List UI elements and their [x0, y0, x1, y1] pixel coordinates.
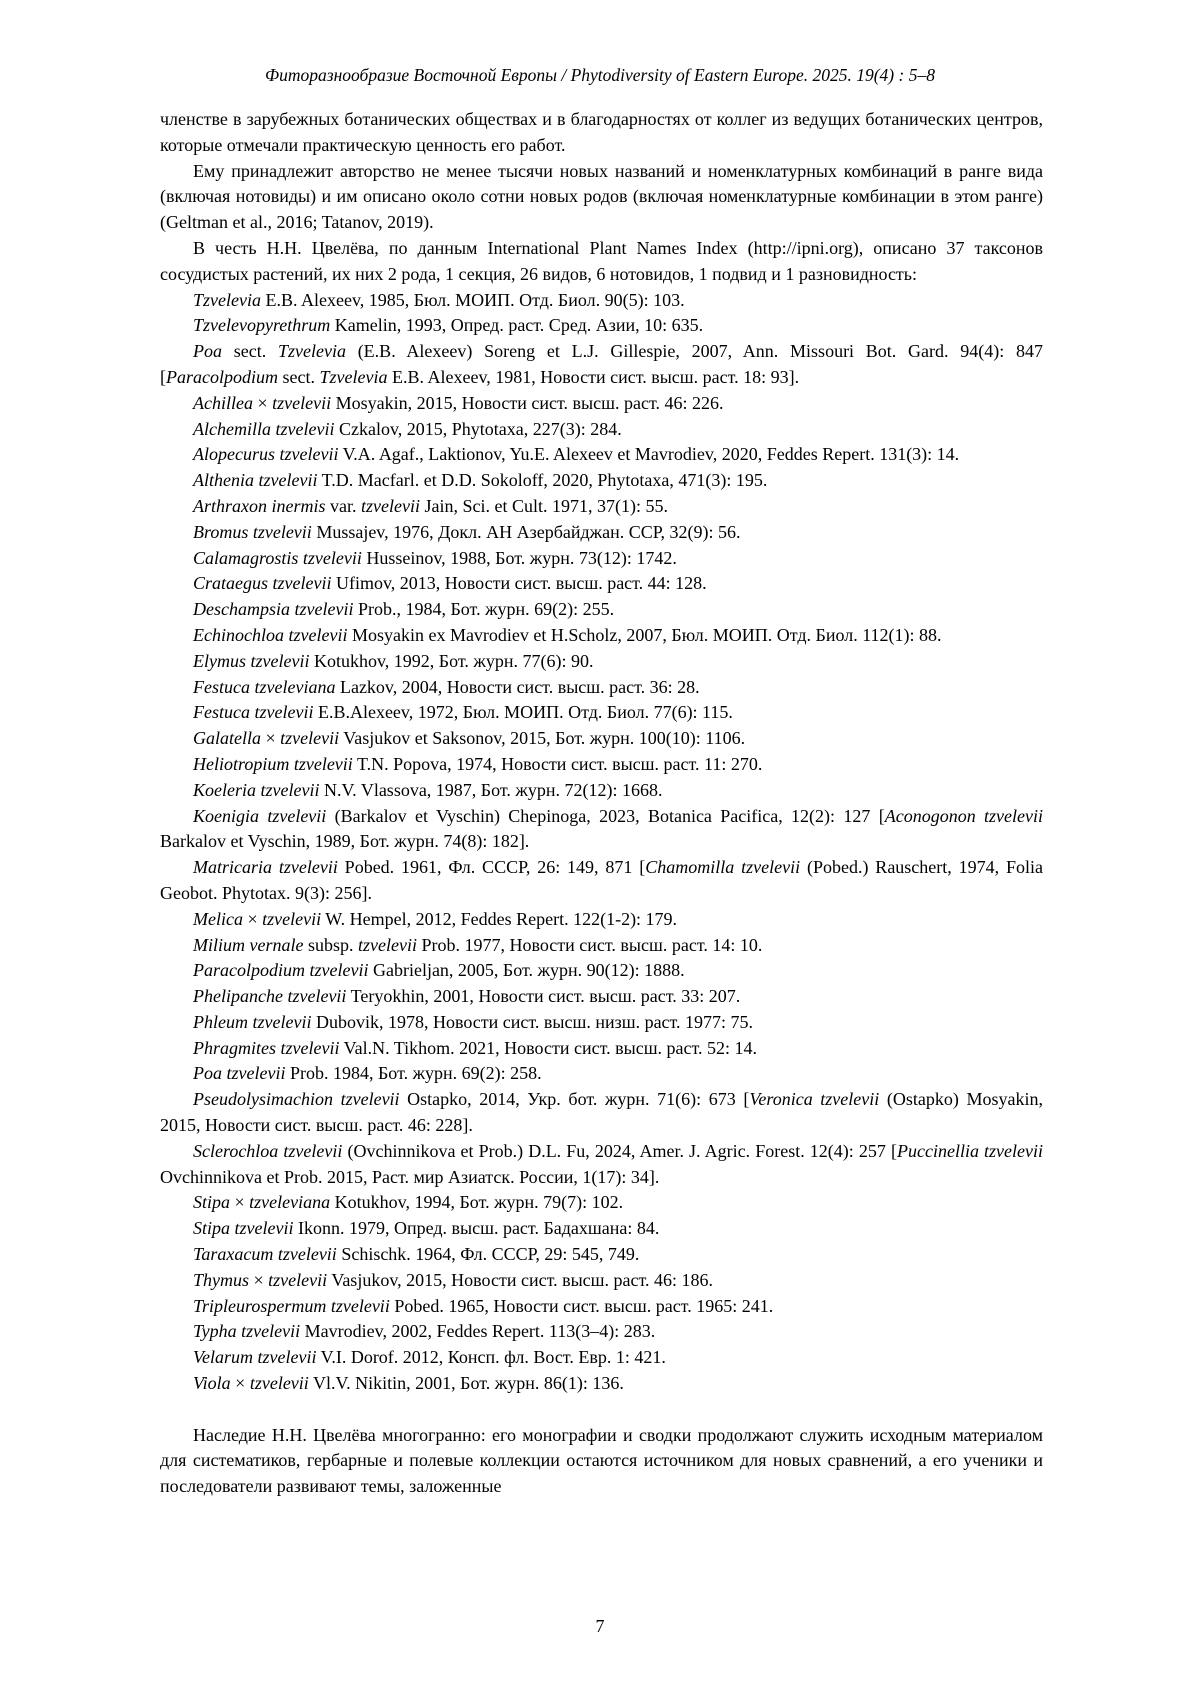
taxon-name: Phragmites tzvelevii	[193, 1037, 340, 1058]
taxon-citation: Mavrodiev, 2002, Feddes Repert. 113(3–4): 283.	[300, 1321, 656, 1342]
taxon-citation: Jain, Sci. et Cult. 1971, 37(1): 55.	[419, 495, 668, 516]
taxon-entry	[160, 597, 1043, 623]
taxon-entry	[160, 546, 1043, 572]
taxon-citation: V.I. Dorof. 2012, Консп. фл. Вост. Евр. 1: 421.	[316, 1347, 666, 1368]
taxon-citation: E.B. Alexeev, 1985, Бюл. МОИП. Отд. Биол. 90(5): 103.	[260, 289, 685, 310]
taxon-name: Tzvelevia	[193, 289, 261, 310]
taxon-entry	[160, 288, 1043, 314]
taxon-name: Veronica tzvelevii	[749, 1089, 880, 1110]
taxon-name: Phleum tzvelevii	[193, 1011, 312, 1032]
taxon-entry	[160, 804, 1043, 856]
body-paragraph-continued: членстве в зарубежных ботанических обществах и в благодарностях от коллег из ведущих ботанических центров, которые отмечали практическую ценность его работ.	[160, 109, 1043, 155]
taxon-name: tzvelevii	[262, 908, 322, 929]
taxon-name: Deschampsia tzvelevii	[193, 599, 354, 620]
taxon-entry	[160, 752, 1043, 778]
taxon-entry	[160, 855, 1043, 907]
taxon-entry	[160, 1061, 1043, 1087]
body-paragraph-ipni-summary: В честь Н.Н. Цвелёва, по данным International Plant Names Index (http://ipni.org), описано 37 таксонов сосудистых растений, их них 2 рода, 1 секция, 26 видов, 6 нотовидов, 1 подвид и 1 разновидность:	[160, 237, 1043, 284]
taxon-citation: Prob., 1984, Бот. журн. 69(2): 255.	[353, 599, 615, 620]
taxon-name: Typha tzvelevii	[193, 1321, 301, 1342]
taxon-citation: Mussajev, 1976, Докл. АН Азербайджан. ССР, 32(9): 56.	[311, 521, 741, 542]
taxon-entry	[160, 417, 1043, 443]
taxon-citation: ×	[230, 1373, 250, 1394]
taxon-entry	[160, 1190, 1043, 1216]
taxon-name: Koenigia tzvelevii	[193, 805, 327, 826]
taxon-citation: Ikonn. 1979, Опред. высш. раст. Бадахшана: 84.	[293, 1218, 660, 1239]
taxon-citation: V.A. Agaf., Laktionov, Yu.E. Alexeev et Mavrodiev, 2020, Feddes Repert. 131(3): 14.	[338, 444, 960, 465]
taxon-name: tzvelevii	[268, 1269, 328, 1290]
taxon-name: Matricaria tzvelevii	[193, 857, 338, 878]
taxon-citation: Teryokhin, 2001, Новости сист. высш. раст. 33: 207.	[346, 986, 741, 1007]
taxon-entry	[160, 313, 1043, 339]
page-number: 7	[595, 1616, 605, 1636]
taxon-name: Tzvelevopyrethrum	[193, 315, 331, 336]
taxon-citation: Prob. 1984, Бот. журн. 69(2): 258.	[285, 1063, 542, 1084]
taxon-name: tzvelevii	[249, 1373, 309, 1394]
taxon-entry	[160, 1371, 1043, 1397]
taxon-entry	[160, 1139, 1043, 1191]
taxon-name: Taraxacum tzvelevii	[193, 1244, 337, 1265]
taxon-citation: (Pobed.) Rauschert, 1974, Folia Geobot. Phytotax. 9(3): 256].	[160, 857, 1043, 903]
taxon-entry	[160, 778, 1043, 804]
taxon-citation: E.B.Alexeev, 1972, Бюл. МОИП. Отд. Биол. 77(6): 115.	[313, 702, 733, 723]
taxon-name: Poa tzvelevii	[193, 1063, 286, 1084]
taxon-name: Viola	[193, 1373, 231, 1394]
taxon-name: Phelipanche tzvelevii	[193, 986, 347, 1007]
taxon-name: Paracolpodium	[166, 366, 278, 387]
taxon-entry	[160, 649, 1043, 675]
taxon-name: Heliotropium tzvelevii	[193, 753, 353, 774]
taxon-name: Stipa tzvelevii	[193, 1218, 294, 1239]
taxon-citation: sect.	[222, 341, 278, 362]
taxon-citation: ×	[261, 728, 281, 749]
taxon-name: Puccinellia tzvelevii	[896, 1140, 1044, 1161]
taxon-citation: E.B. Alexeev, 1981, Новости сист. высш. раст. 18: 93].	[387, 366, 800, 387]
body-paragraph-authorship: Ему принадлежит авторство не менее тысячи новых названий и номенклатурных комбинаций в ранге вида (включая нотовиды) и им описано около сотни новых родов (включая номенклатурные комбинации в этом ранге) (Geltman et al., 2016; Tatanov, 2019).	[160, 160, 1043, 233]
taxon-name: Stipa	[193, 1192, 231, 1213]
taxon-entry	[160, 520, 1043, 546]
taxon-entry	[160, 1345, 1043, 1371]
taxon-citation: ×	[230, 1192, 250, 1213]
taxon-citation: ×	[242, 908, 263, 929]
taxon-entry	[160, 468, 1043, 494]
taxon-citation: Pobed. 1965, Новости сист. высш. раст. 1965: 241.	[389, 1295, 774, 1316]
taxon-name: Bromus tzvelevii	[193, 521, 312, 542]
taxon-citation: ×	[249, 1269, 269, 1290]
taxon-name: Paracolpodium tzvelevii	[193, 960, 369, 981]
taxon-citation: Schischk. 1964, Фл. СССР, 29: 545, 749.	[336, 1244, 640, 1265]
taxon-entry	[160, 933, 1043, 959]
taxon-name: Chamomilla tzvelevii	[645, 857, 801, 878]
taxon-entry	[160, 726, 1043, 752]
taxon-citation: Gabrieljan, 2005, Бот. журн. 90(12): 1888.	[368, 960, 685, 981]
taxon-name: Pseudolysimachion tzvelevii	[193, 1089, 400, 1110]
taxon-entry	[160, 1294, 1043, 1320]
taxon-entry	[160, 958, 1043, 984]
taxon-citation: Vasjukov, 2015, Новости сист. высш. раст. 46: 186.	[327, 1269, 714, 1290]
taxon-citation: Kotukhov, 1994, Бот. журн. 79(7): 102.	[330, 1192, 624, 1213]
taxon-name: Alchemilla tzvelevii	[193, 418, 335, 439]
page-body	[160, 107, 1043, 1500]
taxon-citation: Mosyakin, 2015, Новости сист. высш. раст. 46: 226.	[331, 392, 724, 413]
taxon-name: Tripleurospermum tzvelevii	[193, 1295, 390, 1316]
taxon-citation: (E.B. Alexeev) Soreng et L.J. Gillespie, 2007, Ann. Missouri Bot. Gard. 94(4): 847 [	[160, 341, 1043, 387]
taxon-entry	[160, 494, 1043, 520]
taxon-citation: Prob. 1977, Новости сист. высш. раст. 14: 10.	[416, 934, 763, 955]
taxon-citation: T.D. Macfarl. et D.D. Sokoloff, 2020, Phytotaxa, 471(3): 195.	[317, 470, 768, 491]
taxon-citation: Ufimov, 2013, Новости сист. высш. раст. 44: 128.	[331, 573, 707, 594]
taxon-entry	[160, 1242, 1043, 1268]
taxon-name: tzvelevii	[358, 934, 417, 955]
taxon-citation: Ostapko, 2014, Укр. бот. журн. 71(6): 673 [	[399, 1089, 750, 1110]
taxon-citation: Barkalov et Vyschin, 1989, Бот. журн. 74(8): 182].	[160, 831, 530, 852]
taxon-name: Festuca tzveleviana	[193, 676, 336, 697]
taxon-citation: (Ovchinnikova et Prob.) D.L. Fu, 2024, Amer. J. Agric. Forest. 12(4): 257 [	[342, 1140, 897, 1161]
taxon-citation: var.	[325, 495, 361, 516]
taxon-name: Milium vernale	[193, 934, 304, 955]
taxon-citation: Kotukhov, 1992, Бот. журн. 77(6): 90.	[309, 650, 594, 671]
taxon-citation: Kamelin, 1993, Опред. раст. Сред. Азии, 10: 635.	[330, 315, 704, 336]
taxon-name: tzvelevii	[280, 728, 340, 749]
taxon-name: Crataegus tzvelevii	[193, 573, 332, 594]
taxon-name: Sclerochloa tzvelevii	[193, 1140, 343, 1161]
taxon-citation: (Ostapko) Mosyakin, 2015, Новости сист. высш. раст. 46: 228].	[160, 1089, 1043, 1136]
taxon-name: Galatella	[193, 728, 261, 749]
taxon-citation: subsp.	[303, 934, 358, 955]
taxon-citation: Pobed. 1961, Фл. СССР, 26: 149, 871 [	[337, 857, 646, 878]
taxon-entry	[160, 675, 1043, 701]
taxon-entry	[160, 1087, 1043, 1139]
taxon-entry	[160, 623, 1043, 649]
taxon-entry	[160, 339, 1043, 391]
taxon-citation: Mosyakin ex Mavrodiev et H.Scholz, 2007, Бюл. МОИП. Отд. Биол. 112(1): 88.	[347, 624, 942, 645]
taxon-name: Elymus tzvelevii	[193, 650, 310, 671]
taxon-citation: W. Hempel, 2012, Feddes Repert. 122(1-2): 179.	[321, 908, 678, 929]
taxon-name: Arthraxon inermis	[193, 495, 326, 516]
taxon-name: tzveleviana	[249, 1192, 331, 1213]
taxon-citation: (Barkalov et Vyschin) Chepinoga, 2023, Botanica Pacifica, 12(2): 127 [	[326, 805, 885, 826]
taxon-name: Alopecurus tzvelevii	[193, 444, 339, 465]
taxon-citation: Husseinov, 1988, Бот. журн. 73(12): 1742.	[361, 547, 677, 568]
taxon-citation: T.N. Popova, 1974, Новости сист. высш. раст. 11: 270.	[352, 753, 763, 774]
taxon-name: Achillea	[193, 392, 253, 413]
taxon-entry	[160, 1036, 1043, 1062]
taxon-citation: Lazkov, 2004, Новости сист. высш. раст. 36: 28.	[335, 676, 700, 697]
taxon-citation: ×	[252, 392, 273, 413]
taxon-citation: Vasjukov et Saksonov, 2015, Бот. журн. 100(10): 1106.	[339, 728, 746, 749]
taxon-name: tzvelevii	[361, 495, 420, 516]
taxon-entry	[160, 700, 1043, 726]
taxa-list	[160, 288, 1043, 1397]
taxon-citation: N.V. Vlassova, 1987, Бот. журн. 72(12): 1668.	[319, 779, 663, 800]
taxon-citation: sect.	[278, 366, 320, 387]
taxon-entry	[160, 391, 1043, 417]
taxon-entry	[160, 1010, 1043, 1036]
taxon-entry	[160, 442, 1043, 468]
taxon-name: Tzvelevia	[319, 366, 388, 387]
taxon-entry	[160, 571, 1043, 597]
taxon-name: Koeleria tzvelevii	[193, 779, 320, 800]
taxon-entry	[160, 907, 1043, 933]
taxon-name: tzvelevii	[272, 392, 332, 413]
taxon-citation: Val.N. Tikhom. 2021, Новости сист. высш. раст. 52: 14.	[339, 1037, 758, 1058]
taxon-name: Tzvelevia	[277, 341, 346, 362]
taxon-name: Thymus	[193, 1269, 250, 1290]
taxon-name: Calamagrostis tzvelevii	[193, 547, 362, 568]
taxon-entry	[160, 984, 1043, 1010]
running-head: Фиторазнообразие Восточной Европы / Phytodiversity of Eastern Europe. 2025. 19(4) : 5–8	[265, 65, 935, 85]
taxon-name: Aconogonon tzvelevii	[884, 805, 1044, 826]
taxon-name: Velarum tzvelevii	[193, 1347, 317, 1368]
taxon-name: Althenia tzvelevii	[193, 470, 318, 491]
taxon-citation: Czkalov, 2015, Phytotaxa, 227(3): 284.	[334, 418, 622, 439]
taxon-citation: Ovchinnikova et Prob. 2015, Раст. мир Азиатск. России, 1(17): 34].	[160, 1166, 660, 1187]
taxon-entry	[160, 1319, 1043, 1345]
taxon-name: Poa	[193, 341, 222, 362]
taxon-entry	[160, 1216, 1043, 1242]
taxon-entry	[160, 1268, 1043, 1294]
closing-paragraph: Наследие Н.Н. Цвелёва многогранно: его монографии и сводки продолжают служить исходным материалом для систематиков, гербарные и полевые коллекции остаются источником для новых сравнений, а его ученики и последователи развивают темы, заложенные	[160, 1424, 1043, 1497]
taxon-citation: Dubovik, 1978, Новости сист. высш. низш. раст. 1977: 75.	[311, 1011, 754, 1032]
taxon-name: Echinochloa tzvelevii	[193, 624, 348, 645]
taxon-name: Melica	[193, 908, 243, 929]
taxon-name: Festuca tzvelevii	[193, 702, 314, 723]
taxon-citation: Vl.V. Nikitin, 2001, Бот. журн. 86(1): 136.	[308, 1373, 624, 1394]
